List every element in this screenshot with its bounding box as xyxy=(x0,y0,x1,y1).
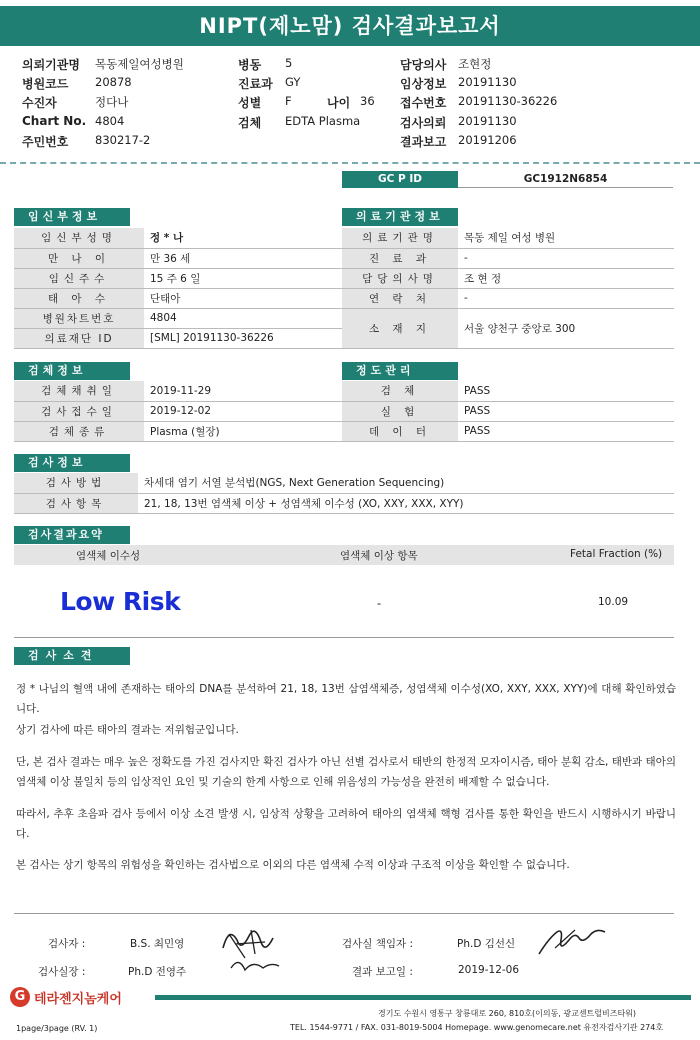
table-key: 데 이 터 xyxy=(342,421,458,441)
header-value: 정다나 xyxy=(95,95,129,109)
header-label: 담당의사 xyxy=(400,58,447,72)
gcpid-value: GC1912N6854 xyxy=(458,171,673,188)
responsible-label: 검사실 책임자 : xyxy=(342,938,414,950)
header-value: EDTA Plasma xyxy=(285,114,361,128)
header-value: 830217-2 xyxy=(95,133,151,147)
table-key: 검 체 xyxy=(342,381,458,401)
table-row xyxy=(14,421,342,441)
header-label: 검사의뢰 xyxy=(400,116,447,130)
table-value: 단태아 xyxy=(144,288,342,308)
section-findings-title: 검사소견 xyxy=(14,647,130,665)
table-value: PASS xyxy=(458,381,674,401)
table-row xyxy=(342,421,674,441)
header-value: GY xyxy=(285,75,301,89)
table-key: 태 아 수 xyxy=(14,288,144,308)
header-label: 의뢰기관명 xyxy=(22,58,80,72)
header-value: 20191206 xyxy=(458,133,517,147)
table-row xyxy=(342,381,674,401)
table-key: 소 재 지 xyxy=(342,308,458,348)
table-row xyxy=(14,473,674,493)
company-logo xyxy=(10,988,122,1006)
finding-paragraph: 상기 검사에 따른 태아의 결과는 저위험군입니다. xyxy=(16,724,239,736)
header-label: 성별 xyxy=(238,96,262,110)
header-label: 수진자 xyxy=(22,96,57,110)
table-key: 연 락 처 xyxy=(342,288,458,308)
header-label: 접수번호 xyxy=(400,96,447,110)
table-row xyxy=(342,308,674,348)
table-key: 의료기관명 xyxy=(342,228,458,248)
logo-icon: G xyxy=(10,987,30,1007)
header-value: 조현정 xyxy=(458,57,492,71)
footer-address: 경기도 수원시 영통구 창룡대로 260, 810호(이의동, 광교센트럴비즈타워) xyxy=(378,1009,637,1018)
signature-responsible-image xyxy=(535,918,610,963)
table-value: - xyxy=(458,288,674,308)
age-value: 36 xyxy=(360,94,375,108)
table-key: 담당의사명 xyxy=(342,268,458,288)
lab-chief-label: 검사실장 : xyxy=(38,966,86,978)
finding-paragraph: 단, 본 검사 결과는 매우 높은 정확도를 가진 검사지만 확진 검사가 아닌 선별 검사로서 태반의 한정적 모자이시즘, 태아 분획 감소, 태반과 태아의 염색체 이상 불일치 등의 임상적인 요인 및 기술의 한계 사항으로 인해 위음성의 가능성을 완전히 배제할 수 없습니다. xyxy=(16,756,676,788)
table-value: 4804 xyxy=(144,308,342,328)
age-label: 나이 xyxy=(327,96,351,110)
table-key: 검사접수일 xyxy=(14,401,144,421)
test-table xyxy=(14,473,674,514)
header-value: 4804 xyxy=(95,114,125,128)
specimen-table xyxy=(14,381,342,442)
table-value: PASS xyxy=(458,421,674,441)
result-low-risk: Low Risk xyxy=(60,587,181,616)
report-title: NIPT(제노맘) 검사결과보고서 xyxy=(0,6,700,46)
table-key: 임신주수 xyxy=(14,268,144,288)
table-key: 실 험 xyxy=(342,401,458,421)
table-row xyxy=(14,381,342,401)
page-number: 1page/3page (RV. 1) xyxy=(16,1024,98,1033)
table-key: 검사방법 xyxy=(14,473,138,493)
section-summary-title: 검사결과요약 xyxy=(14,526,130,544)
finding-paragraph: 본 검사는 상기 항목의 위험성을 확인하는 검사법으로 이외의 다른 염색체 수적 이상과 구조적 이상을 확인할 수 없습니다. xyxy=(16,859,570,871)
header-value: F xyxy=(285,94,292,108)
tester-label: 검사자 : xyxy=(48,938,86,950)
section-test-title: 검사정보 xyxy=(14,454,130,472)
table-key: 만 나 이 xyxy=(14,248,144,268)
table-key: 검체채취일 xyxy=(14,381,144,401)
footer-bar xyxy=(155,995,691,1000)
table-value: 21, 18, 13번 염색체 이상 + 성염색체 이수성 (XO, XXY, XXX, XYY) xyxy=(138,493,674,513)
header-value: 5 xyxy=(285,56,293,70)
company-name: 테라젠지놈케어 xyxy=(34,991,122,1007)
header-label: 병동 xyxy=(238,58,262,72)
table-row xyxy=(14,401,342,421)
footer-contact: TEL. 1544-9771 / FAX. 031-8019-5004 Homepage. www.genomecare.net 유전자검사기관 274호 xyxy=(290,1023,664,1032)
section-institution-title: 의료기관정보 xyxy=(342,208,458,226)
header-value: 20191130 xyxy=(458,75,517,89)
table-key: 검체종류 xyxy=(14,421,144,441)
summary-col-header: Fetal Fraction (%) xyxy=(570,548,663,560)
header-label: 진료과 xyxy=(238,77,273,91)
table-value: 만 36 세 xyxy=(144,248,342,268)
fetal-fraction-value: 10.09 xyxy=(598,596,629,608)
pregnant-table xyxy=(14,228,342,349)
table-row xyxy=(14,308,342,328)
table-key: 진 료 과 xyxy=(342,248,458,268)
summary-col-header: 염색체 이상 항목 xyxy=(340,550,418,562)
gcpid-label: GC P ID xyxy=(342,171,458,188)
table-row xyxy=(14,228,342,248)
table-value: PASS xyxy=(458,401,674,421)
header-label: 검체 xyxy=(238,116,262,130)
table-row xyxy=(14,288,342,308)
header-label: 결과보고 xyxy=(400,135,447,149)
summary-col-header: 염색체 이수성 xyxy=(76,550,141,562)
table-value: 정 * 나 xyxy=(144,228,342,248)
institution-table xyxy=(342,228,674,349)
table-value: Plasma (혈장) xyxy=(144,421,342,441)
report-date-value: 2019-12-06 xyxy=(458,964,520,976)
header-label: 임상정보 xyxy=(400,77,447,91)
report-date-label: 결과 보고일 : xyxy=(352,966,413,978)
finding-paragraph: 따라서, 추후 초음파 검사 등에서 이상 소견 발생 시, 임상적 상황을 고려하여 태아의 염색체 핵형 검사를 통한 확인을 반드시 시행하시기 바랍니다. xyxy=(16,808,676,840)
table-value: 서울 양천구 중앙로 300 xyxy=(458,308,674,348)
table-key: 임신부성명 xyxy=(14,228,144,248)
tester-name: B.S. 최민영 xyxy=(130,938,185,950)
table-value: 목동 제일 여성 병원 xyxy=(458,228,674,248)
table-row xyxy=(14,268,342,288)
table-value: 차세대 염기 서열 분석법(NGS, Next Generation Sequencing) xyxy=(138,473,674,493)
table-value: 15 주 6 일 xyxy=(144,268,342,288)
table-row xyxy=(342,288,674,308)
divider xyxy=(14,637,674,638)
table-value: [SML] 20191130-36226 xyxy=(144,328,342,348)
table-row xyxy=(342,248,674,268)
section-qc-title: 정도관리 xyxy=(342,362,458,380)
table-key: 검사항목 xyxy=(14,493,138,513)
table-row xyxy=(14,328,342,348)
signature-tester-image xyxy=(215,918,285,978)
header-value: 20191130 xyxy=(458,114,517,128)
header-value: 20878 xyxy=(95,75,132,89)
header-label: Chart No. xyxy=(22,114,87,128)
header-value: 20191130-36226 xyxy=(458,94,558,108)
abnormal-value: - xyxy=(377,596,382,610)
finding-paragraph: 정 * 나님의 혈액 내에 존재하는 태아의 DNA를 분석하여 21, 18, 13번 삼염색체증, 성염색체 이수성(XO, XXY, XXX, XYY)에 대해 확인하였습니다. xyxy=(16,683,676,715)
qc-table xyxy=(342,381,674,442)
table-key: 의료재단 ID xyxy=(14,328,144,348)
table-row xyxy=(342,268,674,288)
header-label: 주민번호 xyxy=(22,135,69,149)
summary-header xyxy=(14,545,674,565)
section-specimen-title: 검체정보 xyxy=(14,362,130,380)
header-value: 목동제일여성병원 xyxy=(95,57,184,71)
table-value: 조 현 정 xyxy=(458,268,674,288)
section-pregnant-title: 임신부정보 xyxy=(14,208,130,226)
divider xyxy=(14,913,674,914)
table-row xyxy=(342,401,674,421)
table-key: 병원차트번호 xyxy=(14,308,144,328)
table-row xyxy=(14,248,342,268)
divider xyxy=(0,162,700,164)
table-row xyxy=(342,228,674,248)
table-row xyxy=(14,493,674,513)
table-value: 2019-11-29 xyxy=(144,381,342,401)
lab-chief-name: Ph.D 전영주 xyxy=(128,966,187,978)
responsible-name: Ph.D 김선신 xyxy=(457,938,516,950)
table-value: 2019-12-02 xyxy=(144,401,342,421)
header-label: 병원코드 xyxy=(22,77,69,91)
table-value: - xyxy=(458,248,674,268)
